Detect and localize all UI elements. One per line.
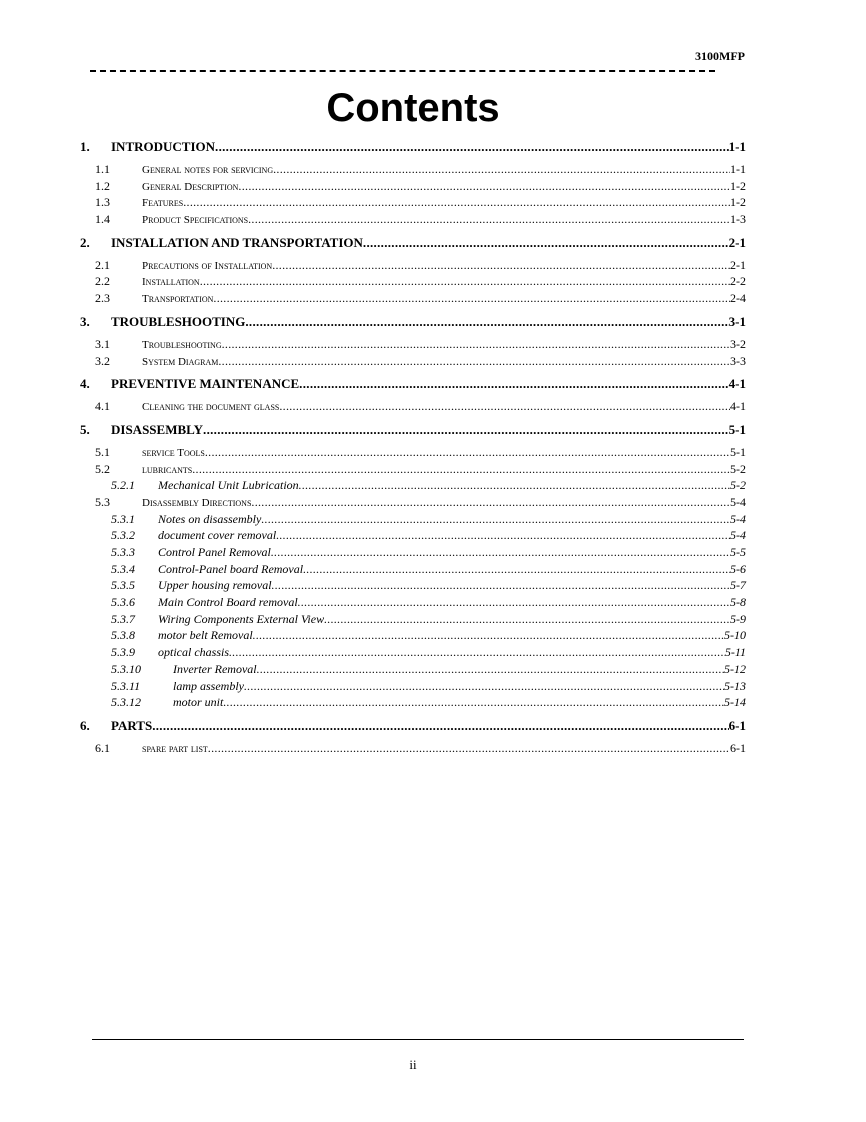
entry-page: 5-6: [730, 561, 746, 576]
entry-number: 5.2.1: [111, 478, 135, 493]
entry-page: 3-2: [730, 336, 746, 351]
leader-dots: [363, 234, 729, 252]
entry-page: 6-1: [730, 740, 746, 755]
leader-dots: [271, 544, 730, 561]
entry-number: 3.2: [95, 353, 110, 368]
toc-subsubsection-entry[interactable]: [80, 544, 746, 561]
entry-number: 5.3.8: [111, 628, 135, 643]
entry-number: 4.1: [95, 399, 110, 414]
toc-section-entry[interactable]: [80, 494, 746, 511]
entry-label: Features: [142, 197, 184, 210]
entry-page: 5-7: [730, 578, 746, 593]
entry-page: 4-1: [730, 399, 746, 414]
toc-subsubsection-entry[interactable]: [80, 527, 746, 544]
entry-label: General Description: [142, 180, 239, 193]
toc-chapter-entry[interactable]: [80, 313, 746, 331]
entry-page: 5-4: [730, 494, 746, 509]
entry-label: motor belt Removal: [158, 628, 253, 643]
entry-number: 5.3.6: [111, 595, 135, 610]
leader-dots: [200, 273, 730, 290]
entry-page: 1-2: [730, 195, 746, 210]
toc-subsubsection-entry[interactable]: [80, 694, 746, 711]
entry-number: 2.3: [95, 291, 110, 306]
leader-dots: [324, 611, 730, 628]
toc-section-entry[interactable]: [80, 178, 746, 195]
toc-section-entry[interactable]: [80, 461, 746, 478]
entry-number: 5.3.4: [111, 561, 135, 576]
entry-number: 2.1: [95, 257, 110, 272]
entry-number: 3.1: [95, 336, 110, 351]
entry-page: 5-9: [730, 611, 746, 626]
toc-section-entry[interactable]: [80, 257, 746, 274]
entry-number: 5.3.1: [111, 511, 135, 526]
entry-page: 5-11: [724, 645, 746, 660]
entry-page: 4-1: [728, 376, 746, 392]
toc-section-entry[interactable]: [80, 336, 746, 353]
toc-subsubsection-entry[interactable]: [80, 561, 746, 578]
entry-number: 5.: [80, 421, 90, 437]
leader-dots: [248, 211, 730, 228]
header-dashed-rule: [90, 70, 715, 72]
entry-label: Cleaning the document glass: [142, 401, 280, 414]
leader-dots: [299, 477, 730, 494]
leader-dots: [213, 290, 730, 307]
entry-number: 5.3.2: [111, 528, 135, 543]
leader-dots: [273, 161, 730, 178]
leader-dots: [253, 627, 724, 644]
entry-number: 2.2: [95, 274, 110, 289]
entry-number: 6.: [80, 717, 90, 733]
leader-dots: [298, 594, 730, 611]
entry-page: 5-10: [724, 628, 746, 643]
entry-label: optical chassis: [158, 645, 229, 660]
table-of-contents: [80, 138, 746, 757]
toc-section-entry[interactable]: [80, 273, 746, 290]
toc-section-entry[interactable]: [80, 290, 746, 307]
leader-dots: [215, 138, 729, 156]
entry-number: 5.3.5: [111, 578, 135, 593]
entry-page: 3-3: [730, 353, 746, 368]
entry-page: 5-4: [730, 528, 746, 543]
entry-number: 5.1: [95, 444, 110, 459]
leader-dots: [218, 353, 730, 370]
entry-page: 2-4: [730, 291, 746, 306]
entry-number: 5.3.3: [111, 545, 135, 559]
entry-number: 5.3.12: [111, 695, 141, 710]
entry-page: 3-1: [728, 313, 746, 329]
entry-number: 1.2: [95, 178, 110, 193]
entry-label: INTRODUCTION: [111, 139, 216, 154]
toc-section-entry[interactable]: [80, 161, 746, 178]
toc-subsubsection-entry[interactable]: [80, 611, 746, 628]
entry-label: PARTS: [111, 717, 153, 733]
entry-label: lubricants: [142, 463, 193, 476]
page-header-model: 3100MFP: [695, 49, 745, 63]
entry-number: 5.3: [95, 494, 110, 509]
toc-subsubsection-entry[interactable]: [80, 627, 746, 644]
entry-page: 1-2: [730, 178, 746, 193]
leader-dots: [245, 313, 728, 331]
toc-chapter-entry[interactable]: [80, 234, 746, 252]
footer-rule: [92, 1039, 744, 1040]
entry-page: 5-1: [728, 421, 746, 437]
toc-section-entry[interactable]: [80, 194, 746, 211]
leader-dots: [222, 336, 730, 353]
leader-dots: [299, 375, 728, 393]
entry-page: 1-1: [728, 139, 746, 154]
toc-subsubsection-entry[interactable]: [80, 594, 746, 611]
toc-subsubsection-entry[interactable]: [80, 577, 746, 594]
leader-dots: [183, 194, 730, 211]
entry-label: PREVENTIVE MAINTENANCE: [111, 376, 300, 392]
leader-dots: [244, 678, 724, 695]
entry-number: 5.3.9: [111, 645, 135, 660]
toc-subsubsection-entry[interactable]: [80, 644, 746, 661]
leader-dots: [279, 398, 730, 415]
entry-label: TROUBLESHOOTING: [111, 313, 246, 329]
entry-label: Notes on disassembly: [158, 511, 262, 526]
leader-dots: [208, 740, 730, 757]
toc-section-entry[interactable]: [80, 353, 746, 370]
leader-dots: [223, 694, 724, 711]
leader-dots: [203, 421, 729, 439]
entry-label: System Diagram: [142, 355, 219, 368]
entry-label: motor unit: [173, 695, 224, 710]
toc-chapter-entry[interactable]: [80, 375, 746, 393]
toc-subsubsection-entry[interactable]: [80, 678, 746, 695]
entry-label: Transportation: [142, 293, 214, 306]
toc-section-entry[interactable]: [80, 398, 746, 415]
entry-label: Troubleshooting: [142, 338, 222, 351]
toc-chapter-entry[interactable]: [80, 421, 746, 439]
entry-label: service Tools: [142, 446, 205, 459]
entry-page: 2-2: [730, 274, 746, 289]
entry-label: lamp assembly: [173, 678, 244, 693]
entry-label: document cover removal: [158, 528, 277, 543]
entry-page: 5-4: [730, 511, 746, 526]
entry-number: 1.1: [95, 162, 110, 176]
entry-page: 2-1: [728, 234, 746, 250]
entry-number: 1.: [80, 139, 90, 154]
leader-dots: [257, 661, 724, 678]
entry-number: 5.3.7: [111, 611, 135, 626]
entry-number: 5.2: [95, 461, 110, 476]
leader-dots: [261, 511, 730, 528]
toc-chapter-entry[interactable]: [80, 717, 746, 735]
entry-page: 5-5: [730, 545, 746, 559]
leader-dots: [272, 257, 730, 274]
entry-page: 1-3: [730, 212, 746, 227]
entry-page: 5-2: [730, 461, 746, 476]
entry-label: Control Panel Removal: [158, 545, 271, 559]
leader-dots: [251, 494, 730, 511]
entry-number: 3.: [80, 313, 90, 329]
toc-subsubsection-entry[interactable]: [80, 511, 746, 528]
leader-dots: [238, 178, 730, 195]
leader-dots: [192, 461, 730, 478]
entry-label: Wiring Components External View: [158, 611, 325, 626]
entry-label: DISASSEMBLY: [111, 421, 204, 437]
entry-page: 1-1: [730, 162, 746, 176]
entry-label: Control-Panel board Removal: [158, 561, 304, 576]
entry-label: Precautions of Installation: [142, 259, 273, 272]
leader-dots: [303, 561, 730, 578]
entry-label: spare part list: [142, 742, 208, 755]
entry-number: 1.4: [95, 212, 110, 227]
entry-label: INSTALLATION AND TRANSPORTATION: [111, 234, 363, 250]
entry-page: 5-2: [730, 478, 746, 493]
page-number: ii: [409, 1057, 417, 1072]
entry-label: Mechanical Unit Lubrication: [158, 478, 299, 493]
toc-subsubsection-entry[interactable]: [80, 661, 746, 678]
entry-page: 5-14: [724, 695, 746, 710]
entry-number: 5.3.11: [111, 678, 141, 693]
toc-section-entry[interactable]: [80, 444, 746, 461]
entry-page: 2-1: [730, 257, 746, 272]
entry-page: 5-12: [724, 661, 746, 676]
entry-label: Product Specifications: [142, 214, 249, 227]
leader-dots: [276, 527, 730, 544]
entry-number: 1.3: [95, 195, 110, 210]
entry-page: 5-1: [730, 444, 746, 459]
toc-section-entry[interactable]: [80, 211, 746, 228]
entry-label: Disassembly Directions: [142, 496, 252, 509]
leader-dots: [229, 644, 725, 661]
entry-number: 4.: [80, 376, 90, 392]
leader-dots: [205, 444, 730, 461]
toc-subsubsection-entry[interactable]: [80, 477, 746, 494]
entry-label: Main Control Board removal: [158, 595, 298, 610]
entry-number: 6.1: [95, 740, 110, 755]
page-title: Contents: [326, 86, 500, 130]
leader-dots: [152, 717, 728, 735]
entry-page: 6-1: [728, 717, 746, 733]
entry-number: 2.: [80, 234, 90, 250]
toc-section-entry[interactable]: [80, 740, 746, 757]
entry-label: General notes for servicing: [142, 164, 274, 176]
entry-label: Installation: [142, 276, 200, 289]
leader-dots: [272, 577, 730, 594]
toc-chapter-entry[interactable]: [80, 138, 746, 156]
entry-number: 5.3.10: [111, 661, 141, 676]
entry-label: Upper housing removal: [158, 578, 272, 593]
entry-label: Inverter Removal: [173, 661, 257, 676]
entry-page: 5-8: [730, 595, 746, 610]
entry-page: 5-13: [724, 678, 746, 693]
